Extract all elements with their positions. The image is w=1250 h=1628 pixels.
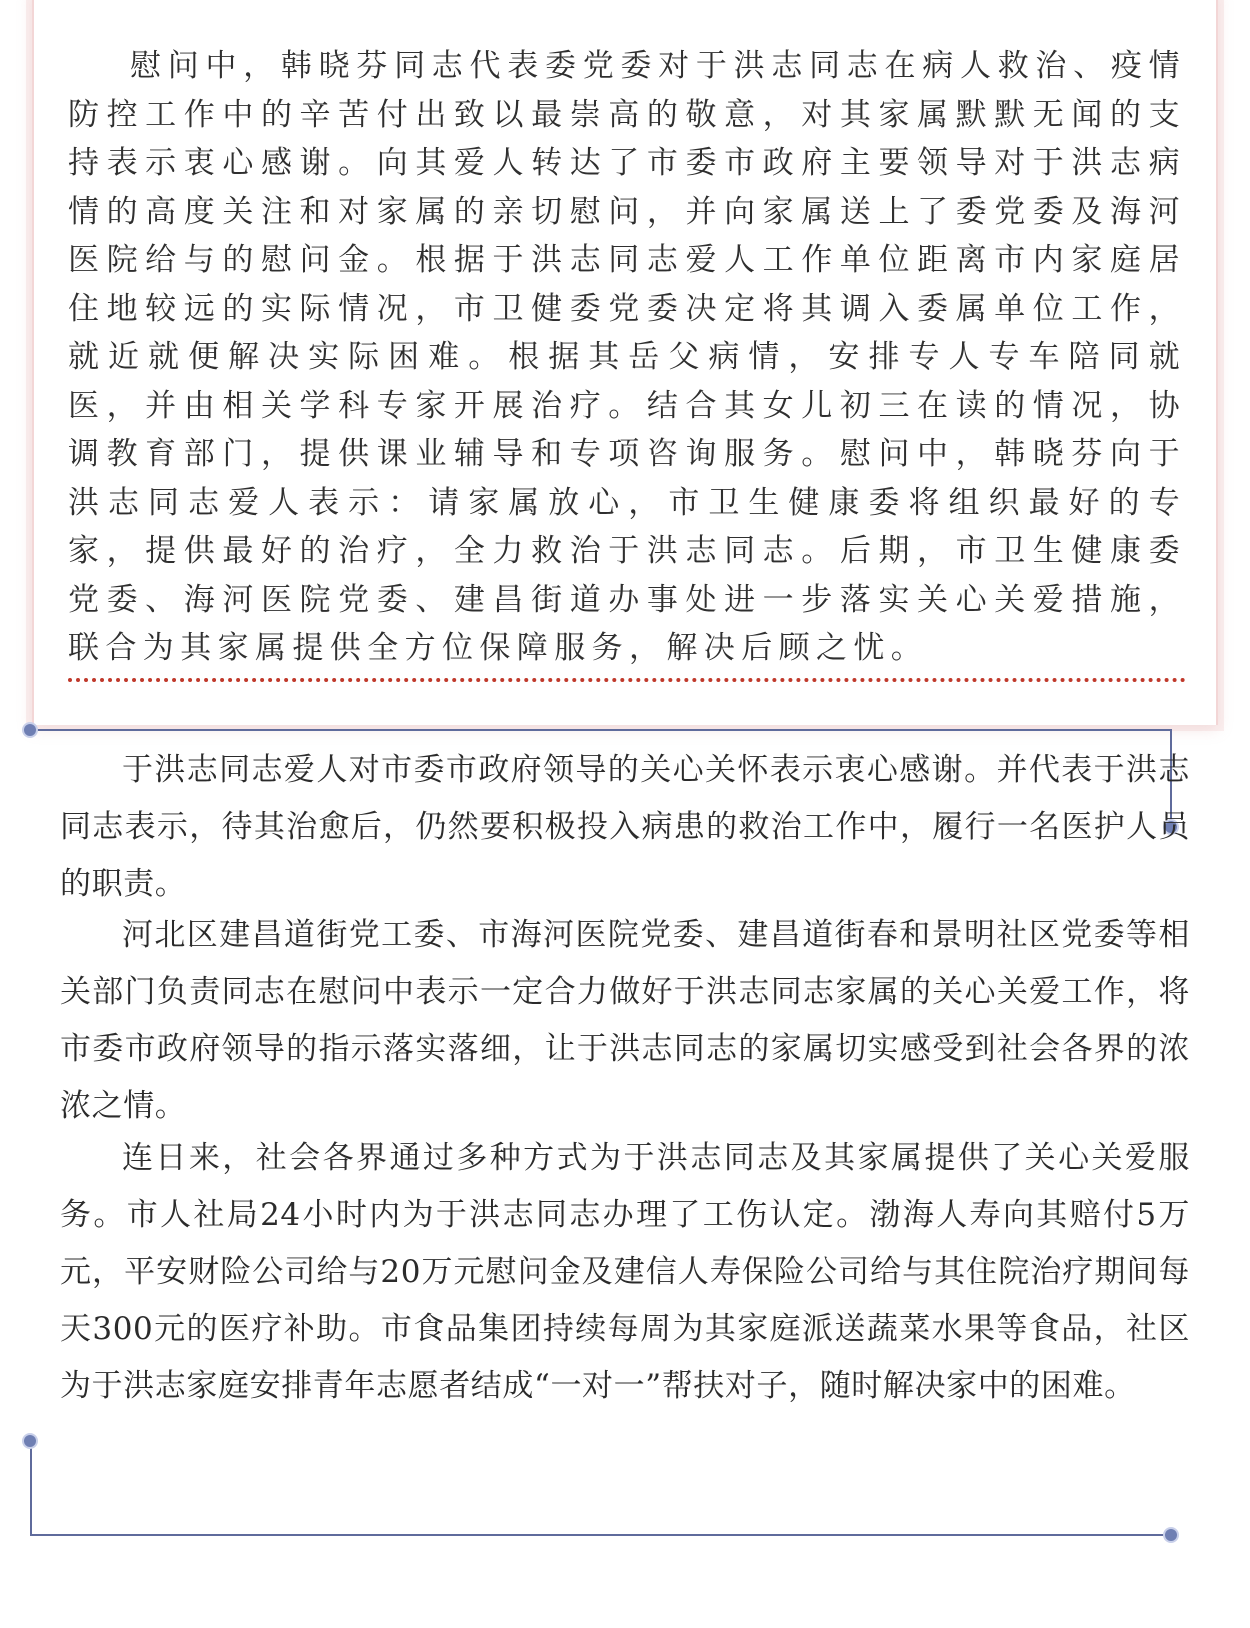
dotted-divider (68, 678, 1186, 682)
article-paragraph-2: 河北区建昌道街党工委、市海河医院党委、建昌道街春和景明社区党委等相关部门负责同志在慰问中表示一定合力做好于洪志同志家属的关心关爱工作，将市委市政府领导的指示落实落细，让于洪志同志的家属切实感受到社会各界的浓浓之情。 (60, 917, 1190, 1124)
frame-dot-left (24, 1435, 36, 1447)
article-paragraph-3: 连日来，社会各界通过多种方式为于洪志同志及其家属提供了关心关爱服务。市人社局24小时内为于洪志同志办理了工伤认定。渤海人寿向其赔付5万元，平安财险公司给与20万元慰问金及建信人寿保险公司给与其住院治疗期间每天300元的医疗补助。市食品集团持续每周为其家庭派送蔬菜水果等食品，社区为于洪志家庭安排青年志愿者结成“一对一”帮扶对子，随时解决家中的困难。 (60, 1140, 1190, 1404)
frame-dot-bottom-right (1165, 1529, 1177, 1541)
frame-bottom-line (30, 1534, 1172, 1536)
article-paragraph-1: 于洪志同志爱人对市委市政府领导的关心关怀表示衷心感谢。并代表于洪志同志表示，待其治愈后，仍然要积极投入病患的救治工作中，履行一名医护人员的职责。 (60, 752, 1190, 902)
frame-dot-top-left (24, 724, 36, 736)
frame-left-line (30, 1441, 32, 1536)
frame-top-line (30, 729, 1172, 731)
card-paragraph: 慰问中，韩晓芬同志代表委党委对于洪志同志在病人救治、疫情防控工作中的辛苦付出致以最崇高的敬意，对其家属默默无闻的支持表示衷心感谢。向其爱人转达了市委市政府主要领导对于洪志病情的高度关注和对家属的亲切慰问，并向家属送上了委党委及海河医院给与的慰问金。根据于洪志同志爱人工作单位距离市内家庭居住地较远的实际情况，市卫健委党委决定将其调入委属单位工作，就近就便解决实际困难。根据其岳父病情，安排专人专车陪同就医，并由相关学科专家开展治疗。结合其女儿初三在读的情况，协调教育部门，提供课业辅导和专项咨询服务。慰问中，韩晓芬向于洪志同志爱人表示：请家属放心，市卫生健康委将组织最好的专家，提供最好的治疗，全力救治于洪志同志。后期，市卫生健康委党委、海河医院党委、建昌街道办事处进一步落实关心关爱措施，联合为其家属提供全方位保障服务，解决后顾之忧。 (68, 48, 1186, 666)
message-card (32, 0, 1218, 725)
